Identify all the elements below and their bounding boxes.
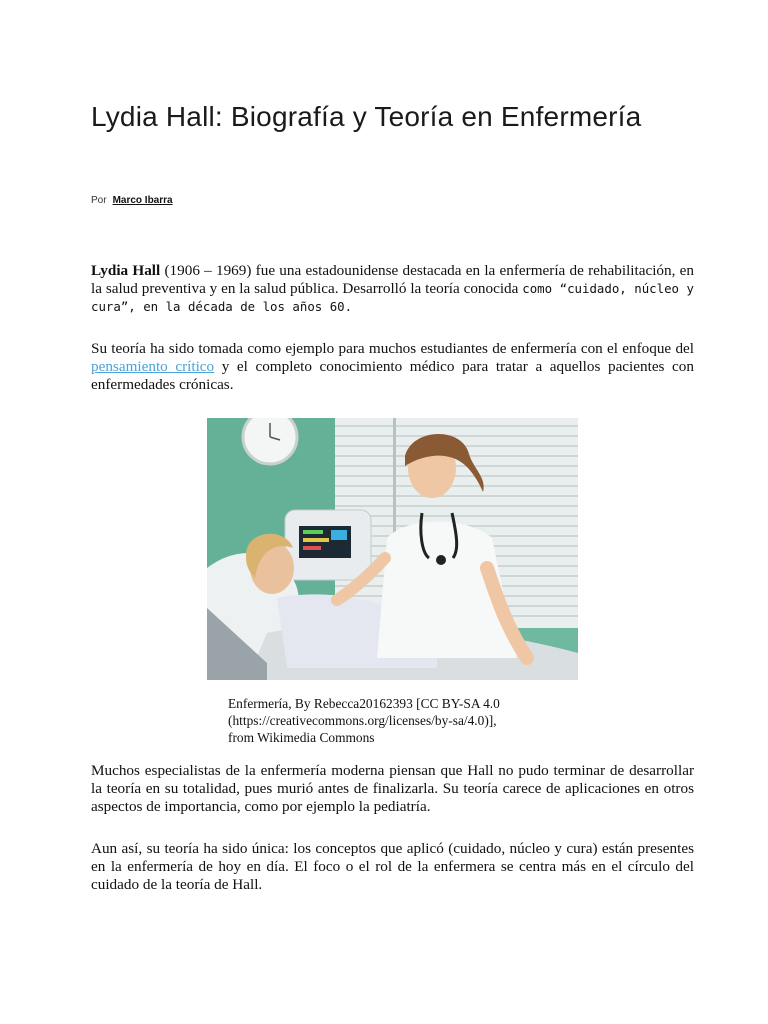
figure-caption bbox=[228, 695, 588, 746]
paragraph-intro bbox=[91, 262, 694, 316]
caption-line-2: (https://creativecommons.org/licenses/by-sa/4.0)], bbox=[228, 713, 497, 728]
intro-text: (1906 – 1969) fue una estadounidense destacada en la enfermería de rehabilitación, en la salud preventiva y en la salud pública. Desarrolló la teoría conocida bbox=[91, 262, 694, 297]
critical-thinking-link[interactable]: pensamiento crítico bbox=[91, 358, 215, 375]
byline-prefix: Por bbox=[91, 195, 107, 206]
caption-line-1: Enfermería, By Rebecca20162393 [CC BY-SA 4.0 bbox=[228, 696, 500, 711]
theory-text-before: Su teoría ha sido tomada como ejemplo para muchos estudiantes de enfermería con el enfoque del bbox=[91, 340, 694, 357]
page-title: Lydia Hall: Biografía y Teoría en Enfermería bbox=[91, 101, 642, 132]
subject-name: Lydia Hall bbox=[91, 262, 161, 279]
author-link[interactable]: Marco Ibarra bbox=[112, 195, 173, 206]
intro-theory-text: como “cuidado, núcleo y cura”, en la década de los años 60. bbox=[91, 281, 694, 314]
paragraph-critique: Muchos especialistas de la enfermería moderna piensan que Hall no pudo terminar de desarrollar la teoría en su totalidad, pues murió antes de finalizarla. Su teoría carece de aplicaciones en otros aspectos de importancia, como por ejemplo la pediatría. bbox=[91, 762, 694, 815]
caption-line-3: from Wikimedia Commons bbox=[228, 730, 375, 745]
theory-text-after: y el completo conocimiento médico para tratar a aquellos pacientes con enfermedades crónicas. bbox=[91, 358, 694, 393]
paragraph-legacy: Aun así, su teoría ha sido única: los conceptos que aplicó (cuidado, núcleo y cura) están presentes en la enfermería de hoy en día. El foco o el rol de la enfermera se centra más en el círculo del cuidado de la teoría de Hall. bbox=[91, 840, 694, 893]
byline bbox=[91, 195, 173, 206]
paragraph-theory bbox=[91, 340, 694, 394]
nurse-patient-photo bbox=[207, 418, 578, 680]
